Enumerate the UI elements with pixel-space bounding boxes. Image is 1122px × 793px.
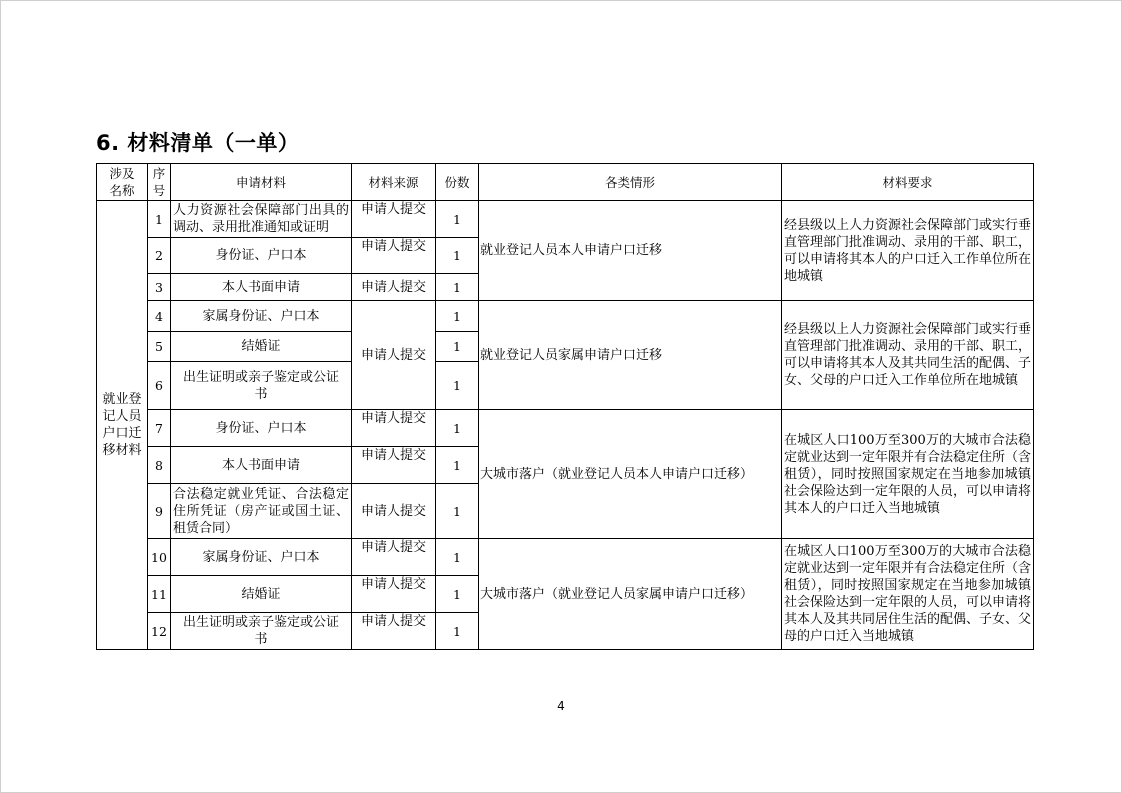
source-cell: 申请人提交	[352, 447, 436, 484]
header-source: 材料来源	[352, 164, 436, 201]
row-number: 6	[148, 362, 171, 410]
category-cell: 就业登 记人员 户口迁 移材料	[97, 201, 148, 650]
situation-cell: 就业登记人员家属申请户口迁移	[479, 301, 782, 410]
copies-cell: 1	[436, 539, 479, 576]
material-cell: 本人书面申请	[171, 274, 352, 301]
row-number: 1	[148, 201, 171, 238]
material-cell: 合法稳定就业凭证、合法稳定住所凭证（房产证或国土证、租赁合同）	[171, 484, 352, 539]
source-cell: 申请人提交	[352, 484, 436, 539]
source-cell: 申请人提交	[352, 238, 436, 274]
source-cell: 申请人提交	[352, 613, 436, 650]
copies-cell: 1	[436, 410, 479, 447]
row-number: 11	[148, 576, 171, 613]
row-number: 5	[148, 332, 171, 362]
source-cell: 申请人提交	[352, 274, 436, 301]
situation-cell: 大城市落户（就业登记人员本人申请户口迁移）	[479, 410, 782, 539]
material-cell: 本人书面申请	[171, 447, 352, 484]
table-row	[97, 410, 1034, 447]
header-requirement: 材料要求	[782, 164, 1034, 201]
header-number: 序 号	[148, 164, 171, 201]
row-number: 12	[148, 613, 171, 650]
materials-table	[96, 163, 1034, 650]
requirement-cell: 经县级以上人力资源社会保障部门或实行垂直管理部门批准调动、录用的干部、职工，可以申请将其本人及其共同生活的配偶、子女、父母的户口迁入工作单位所在地城镇	[782, 301, 1034, 410]
material-cell: 身份证、户口本	[171, 410, 352, 447]
material-cell: 人力资源社会保障部门出具的调动、录用批准通知或证明	[171, 201, 352, 238]
table-row	[97, 539, 1034, 576]
header-category: 涉及 名称	[97, 164, 148, 201]
source-cell: 申请人提交	[352, 576, 436, 613]
copies-cell: 1	[436, 484, 479, 539]
copies-cell: 1	[436, 332, 479, 362]
header-copies: 份数	[436, 164, 479, 201]
row-number: 9	[148, 484, 171, 539]
requirement-cell: 在城区人口100万至300万的大城市合法稳定就业达到一定年限并有合法稳定住所（含租赁），同时按照国家规定在当地参加城镇社会保险达到一定年限的人员，可以申请将其本人的户口迁入当地城镇	[782, 410, 1034, 539]
copies-cell: 1	[436, 447, 479, 484]
material-cell: 出生证明或亲子鉴定或公证书	[171, 362, 352, 410]
material-cell: 出生证明或亲子鉴定或公证书	[171, 613, 352, 650]
material-cell: 家属身份证、户口本	[171, 301, 352, 332]
copies-cell: 1	[436, 613, 479, 650]
row-number: 2	[148, 238, 171, 274]
material-cell: 结婚证	[171, 332, 352, 362]
material-cell: 身份证、户口本	[171, 238, 352, 274]
material-cell: 家属身份证、户口本	[171, 539, 352, 576]
source-cell: 申请人提交	[352, 201, 436, 238]
row-number: 3	[148, 274, 171, 301]
copies-cell: 1	[436, 274, 479, 301]
page-number: 4	[557, 699, 565, 713]
copies-cell: 1	[436, 238, 479, 274]
section-title: 6. 材料清单（一单）	[96, 131, 300, 155]
situation-cell: 就业登记人员本人申请户口迁移	[479, 201, 782, 301]
copies-cell: 1	[436, 201, 479, 238]
table-row	[97, 201, 1034, 238]
table-header-row	[97, 164, 1034, 201]
copies-cell: 1	[436, 576, 479, 613]
source-cell: 申请人提交	[352, 301, 436, 410]
row-number: 8	[148, 447, 171, 484]
header-situation: 各类情形	[479, 164, 782, 201]
source-cell: 申请人提交	[352, 539, 436, 576]
row-number: 10	[148, 539, 171, 576]
header-material: 申请材料	[171, 164, 352, 201]
source-cell: 申请人提交	[352, 410, 436, 447]
material-cell: 结婚证	[171, 576, 352, 613]
requirement-cell: 经县级以上人力资源社会保障部门或实行垂直管理部门批准调动、录用的干部、职工，可以申请将其本人的户口迁入工作单位所在地城镇	[782, 201, 1034, 301]
copies-cell: 1	[436, 362, 479, 410]
copies-cell: 1	[436, 301, 479, 332]
requirement-cell: 在城区人口100万至300万的大城市合法稳定就业达到一定年限并有合法稳定住所（含租赁），同时按照国家规定在当地参加城镇社会保险达到一定年限的人员，可以申请将其本人及其共同居住生活的配偶、子女、父母的户口迁入当地城镇	[782, 539, 1034, 650]
table-row	[97, 301, 1034, 332]
row-number: 4	[148, 301, 171, 332]
row-number: 7	[148, 410, 171, 447]
situation-cell: 大城市落户（就业登记人员家属申请户口迁移）	[479, 539, 782, 650]
